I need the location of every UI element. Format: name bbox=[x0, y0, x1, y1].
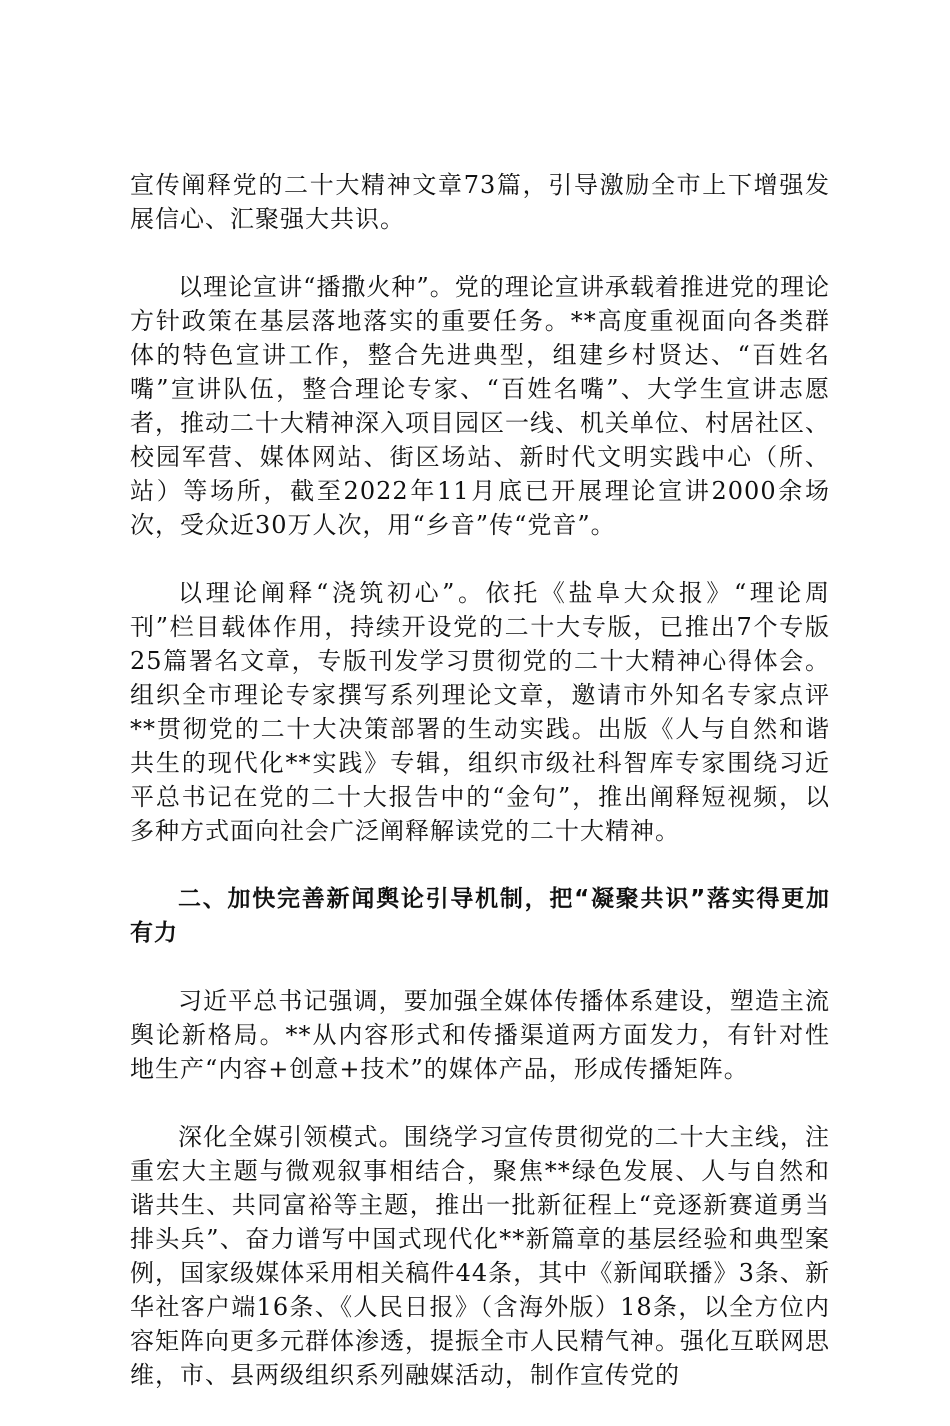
paragraph-theory-lectures: 以理论宣讲“播撒火种”。党的理论宣讲承载着推进党的理论方针政策在基层落地落实的重要任务。**高度重视面向各类群体的特色宣讲工作，整合先进典型，组建乡村贤达、“百姓名嘴”宣讲队伍，整合理论专家、“百姓名嘴”、大学生宣讲志愿者，推动二十大精神深入项目园区一线、机关单位、村居社区、校园军营、媒体网站、街区场站、新时代文明实践中心（所、站）等场所，截至2022年11月底已开展理论宣讲2000余场次，受众近30万人次，用“乡音”传“党音”。 bbox=[130, 273, 830, 539]
paragraph-theory-interpretation: 以理论阐释“浇筑初心”。依托《盐阜大众报》“理论周刊”栏目载体作用，持续开设党的二十大专版，已推出7个专版25篇署名文章，专版刊发学习贯彻党的二十大精神心得体会。组织全市理论专家撰写系列理论文章，邀请市外知名专家点评**贯彻党的二十大决策部署的生动实践。出版《人与自然和谐共生的现代化**实践》专辑，组织市级社科智库专家围绕习近平总书记在党的二十大报告中的“金句”，推出阐释短视频，以多种方式面向社会广泛阐释解读党的二十大精神。 bbox=[130, 579, 830, 845]
paragraph-continued: 宣传阐释党的二十大精神文章73篇，引导激励全市上下增强发展信心、汇聚强大共识。 bbox=[130, 171, 830, 233]
section-heading: 二、加快完善新闻舆论引导机制，把“凝聚共识”落实得更加有力 bbox=[130, 886, 830, 946]
document-page bbox=[130, 168, 830, 1426]
paragraph-media-system: 习近平总书记强调，要加强全媒体传播体系建设，塑造主流舆论新格局。**从内容形式和传播渠道两方面发力，有针对性地生产“内容+创意+技术”的媒体产品，形成传播矩阵。 bbox=[130, 987, 830, 1083]
paragraph-media-model: 深化全媒引领模式。围绕学习宣传贯彻党的二十大主线，注重宏大主题与微观叙事相结合，聚焦**绿色发展、人与自然和谐共生、共同富裕等主题，推出一批新征程上“竞逐新赛道勇当排头兵”、奋力谱写中国式现代化**新篇章的基层经验和典型案例，国家级媒体采用相关稿件44条，其中《新闻联播》3条、新华社客户端16条、《人民日报》（含海外版）18条，以全方位内容矩阵向更多元群体渗透，提振全市人民精气神。强化互联网思维，市、县两级组织系列融媒活动，制作宣传党的 bbox=[130, 1123, 830, 1389]
